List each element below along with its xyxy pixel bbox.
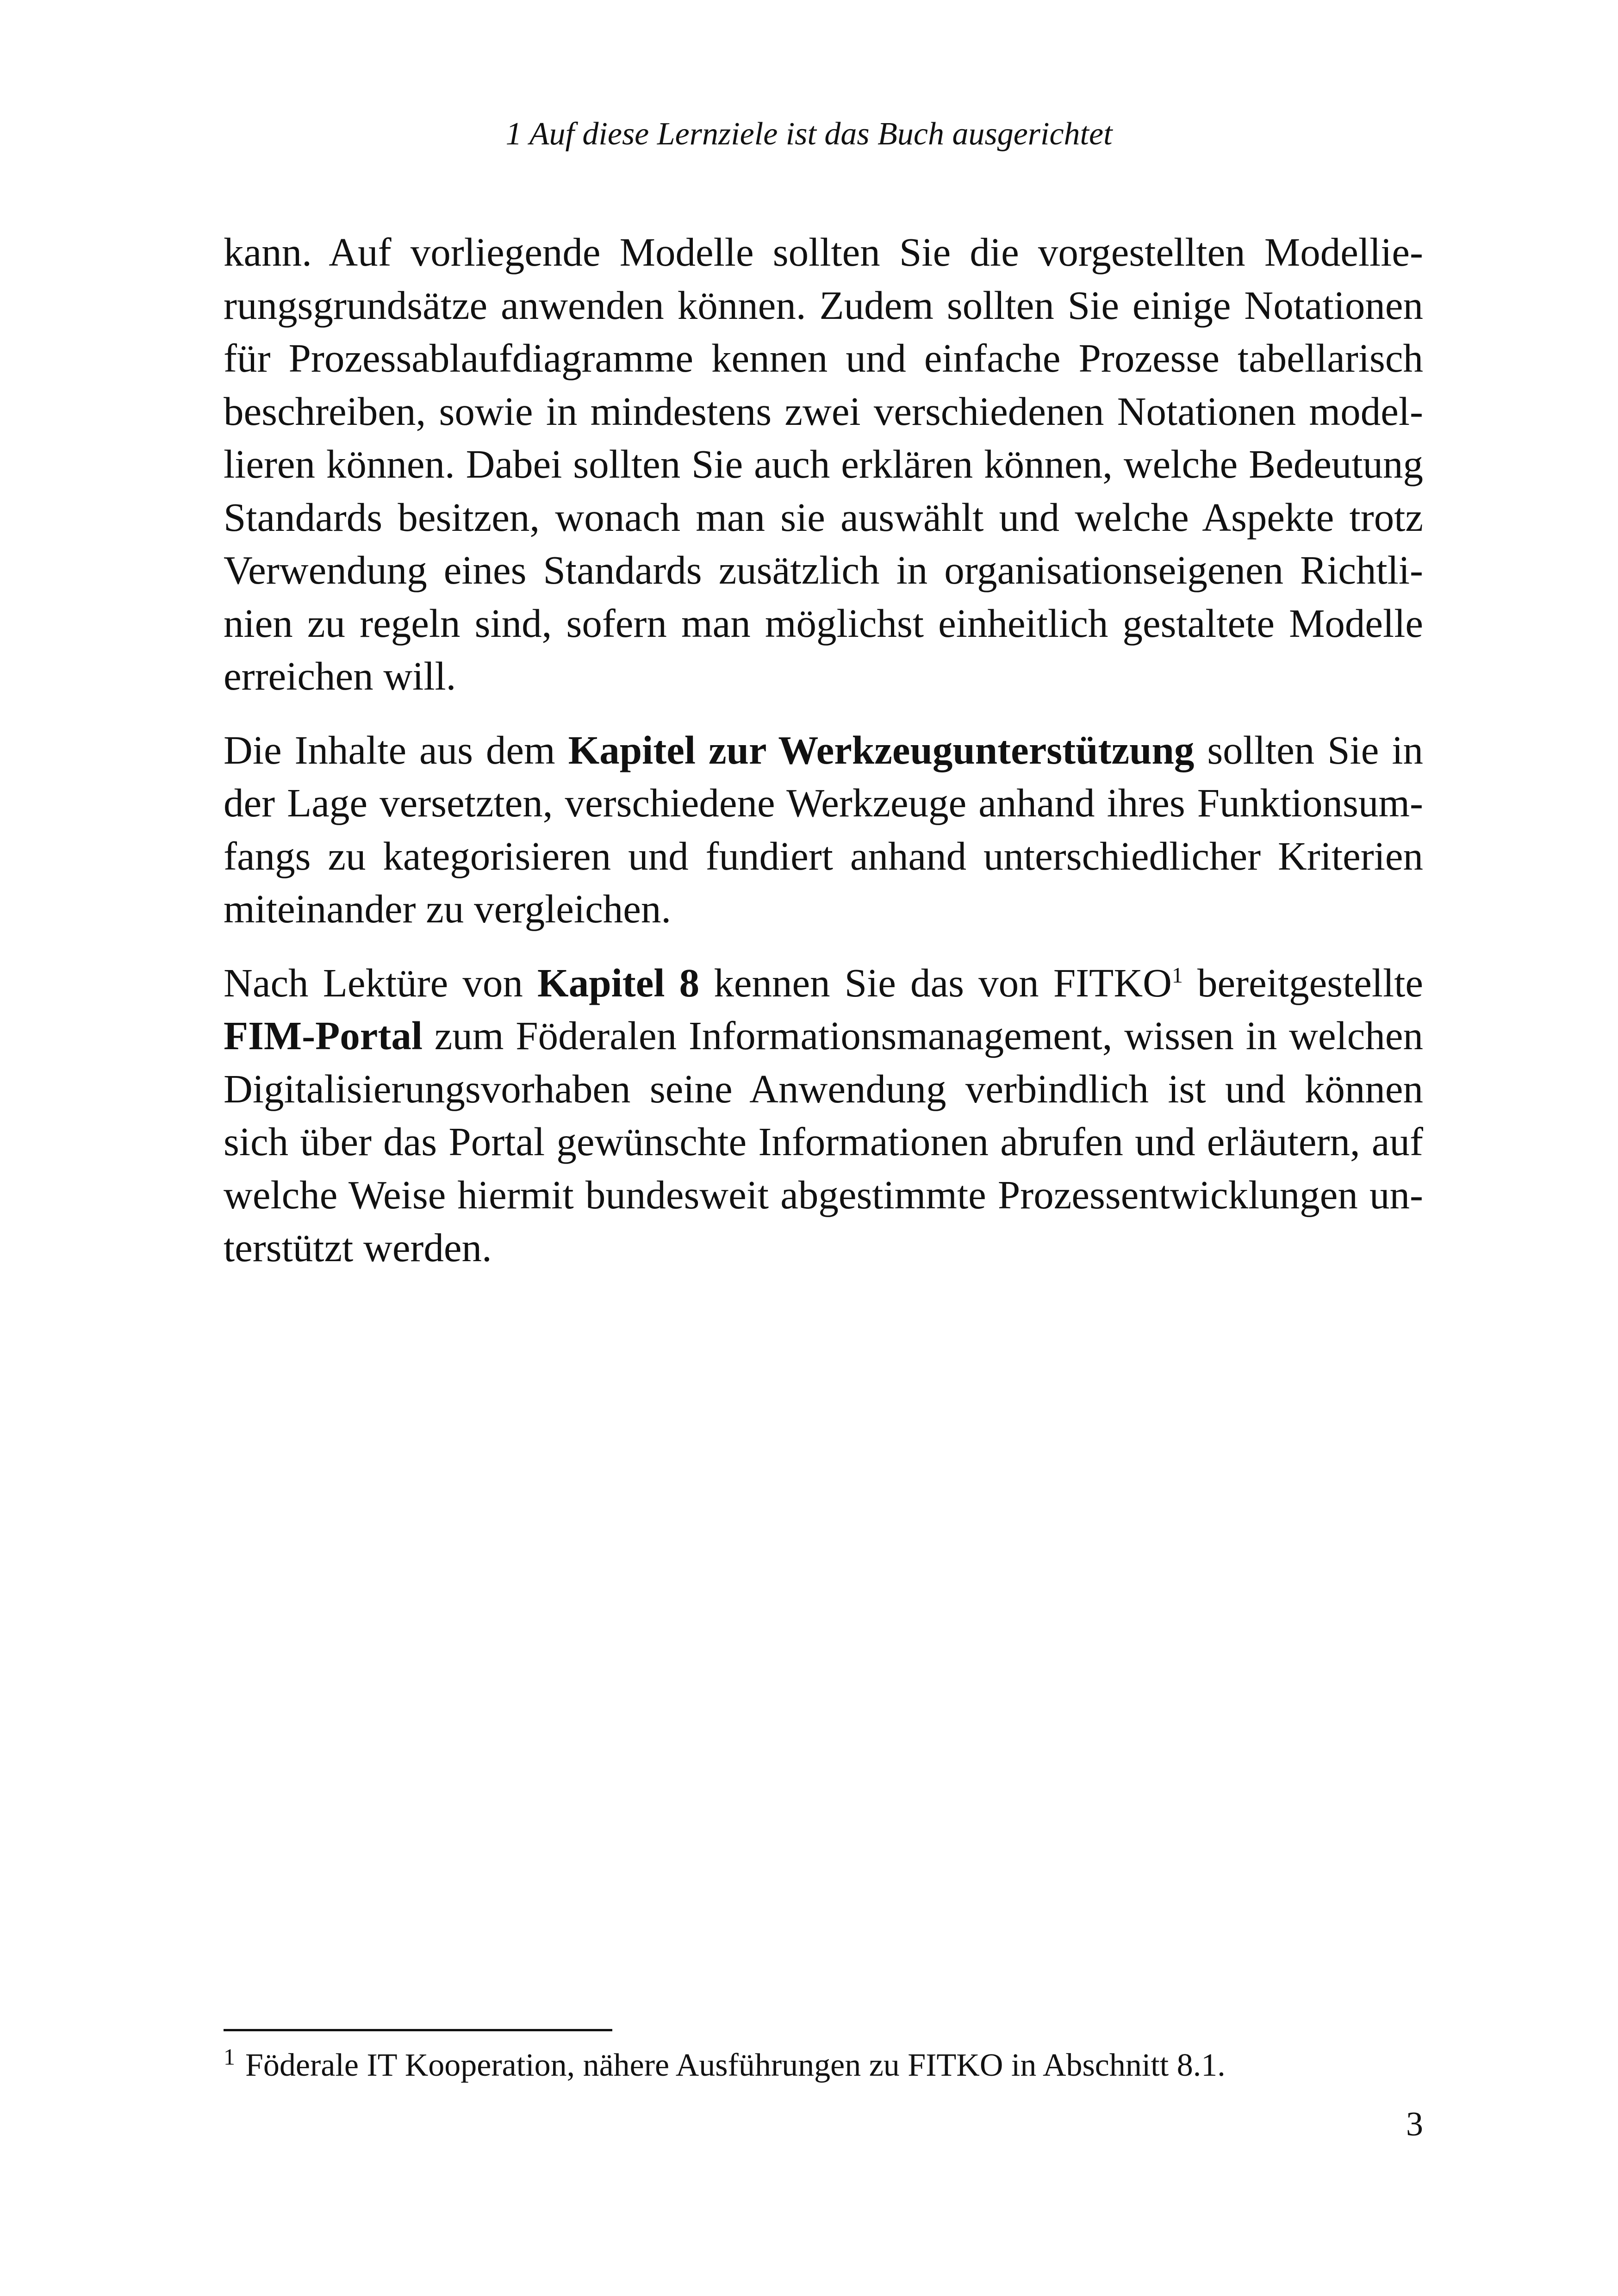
paragraph-1: kann. Auf vorliegende Modelle sollten Sie die vorgestellten Modellierungsgrundsätze anwenden können. Zudem sollten Sie einige Notationen für Prozessablaufdiagramme kennen und einfache Prozesse tabellarisch beschreiben, sowie in mindestens zwei verschiedenen Notationen modellieren können. Dabei sollten Sie auch erklären können, welche Bedeutung Standards besitzen, wonach man sie auswählt und welche Aspekte trotz Verwendung eines Standards zusätzlich in organisationseigenen Richtlinien zu regeln sind, sofern man möglichst einheitlich gestaltete Modelle erreichen will. bbox=[224, 230, 1423, 698]
paragraph-3-start: Nach Lektüre von bbox=[224, 960, 538, 1005]
paragraph-2-start: Die Inhalte aus dem bbox=[224, 727, 568, 772]
chapter-reference-tools: Kapitel zur Werkzeugunterstützung bbox=[568, 727, 1195, 772]
paragraph-3 bbox=[224, 957, 1423, 1275]
running-header: 1 Auf diese Lernziele ist das Buch ausgerichtet bbox=[505, 116, 1113, 152]
footnote-text: Föderale IT Kooperation, nähere Ausführungen zu FITKO in Abschnitt 8.1. bbox=[245, 2047, 1226, 2083]
paragraph-2 bbox=[224, 724, 1423, 936]
page-number: 3 bbox=[1406, 2105, 1423, 2143]
paragraph-2-end: sollten Sie in der Lage versetzten, verschiedene Werkzeuge anhand ihres Funktionsumfangs zu kategorisieren und fundiert anhand unterschiedlicher Kriterien miteinander zu vergleichen. bbox=[224, 727, 1423, 931]
footnote-mark: 1 bbox=[224, 2043, 235, 2070]
paragraph-3-mid-2: bereitgestellte bbox=[1182, 960, 1423, 1005]
fim-portal-term: FIM-Portal bbox=[224, 1013, 423, 1058]
footnote-divider bbox=[224, 2029, 612, 2031]
paragraph-3-mid-1: kennen Sie das von FITKO bbox=[699, 960, 1172, 1005]
footnote bbox=[224, 2045, 1423, 2086]
chapter-reference-8: Kapitel 8 bbox=[537, 960, 700, 1005]
footnote-reference: 1 bbox=[1171, 963, 1183, 988]
body-text bbox=[224, 226, 1423, 1295]
paragraph-3-end: zum Föderalen Informationsmanagement, wissen in welchen Digitalisierungsvorhaben seine Anwendung verbindlich ist und können sich über das Portal gewünschte Informationen abrufen und erläutern, auf welche Weise hiermit bundesweit abgestimmte Prozessentwicklungen unterstützt werden. bbox=[224, 1013, 1423, 1270]
